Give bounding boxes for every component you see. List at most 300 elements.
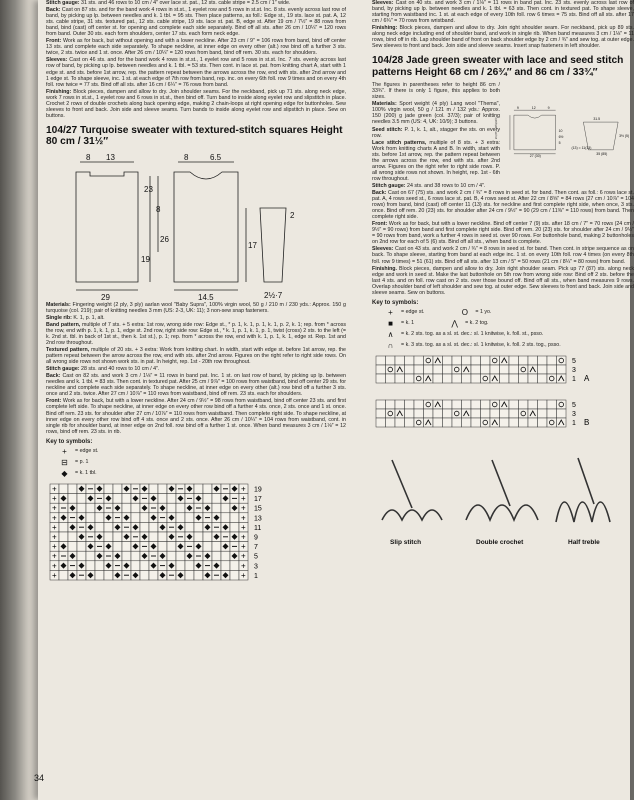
chart-cell (433, 418, 443, 427)
paragraph-text: Work as for back, but with a lower neckline. Bind off center 7 (9) sts. after 18 cm / 7″ = 70 rows (24 cm / 9½″ = 90 rows) from band and first complete right side. Bind off rem. 20 (23) sts. for shoulder after 24 cm / 9½″ = 90 rows from band, work a further 4 rows in seed st. over 90 rows. For buttonhole band, making 2 buttonholes on 2nd row for each of 5 (6) sts. Bind off all sts., when band is complete. (372, 221, 634, 246)
paragraph-heading: Back: (372, 189, 387, 196)
paragraph-heading: Sleeves: (372, 0, 394, 6)
chart-cell (462, 374, 472, 383)
chart-cell (185, 561, 194, 571)
chart-row-number: 5 (572, 401, 576, 409)
chart-cell (519, 409, 529, 418)
chart-row-number: 17 (254, 495, 262, 503)
label-slip-stitch: Slip stitch (390, 538, 422, 546)
key-symbol: O (461, 307, 469, 317)
chart-cell (140, 570, 149, 580)
chart-cell (122, 503, 131, 513)
paragraph-heading: Materials: (372, 101, 397, 108)
instruction-paragraph (46, 366, 346, 372)
chart-cell (490, 409, 500, 418)
chart-cell (158, 493, 167, 503)
chart-cell (77, 541, 86, 551)
chart-cell (528, 418, 538, 427)
paragraph-text: P. 1, k. 1, alt., stagger the sts. on every row. (372, 126, 500, 139)
paragraph-heading: Band pattern, (46, 321, 81, 328)
paragraph-text: multiple of 8 sts. + 3 extra: Work from knitting charts A and B. In width, start with sts. before 1st arrow, rep. the pattern repeat between the arrows across the row, end with sts. after 2nd arrow. Figures on the right refer to right side rows. P. all wrong side rows not shown. In height, rep. 1st - 6th row throughout. (372, 139, 501, 182)
chart-cell (538, 400, 548, 409)
instruction-paragraph (46, 322, 346, 346)
chart-cell (443, 409, 453, 418)
chart-cell (185, 513, 194, 523)
paragraph-heading: Lace stitch patterns, (372, 139, 427, 146)
chart-cell (203, 541, 212, 551)
chart-cell (86, 561, 95, 571)
dim-shoulder: 14.5 (198, 292, 214, 302)
instruction-paragraph (46, 89, 346, 119)
paragraph-text: Work as for back, but with a lower neckline. After 24 cm / 9½″ = 98 rows from waistband, bind off center 23 sts. and first complete left side. To shape neckline, at inner edge on every other row bind off a further 4 sts. once, 2 sts. once and 1 st. once. Bind off rem. 23 sts. for shoulder after 27 cm / 10⅞″ = 110 rows from waistband. Then complete right side. To shape neckline, at inner edge on every other row bind off 4 sts. once and 2 sts. once. After 26 cm / 10¼″ = 104 rows from waistband, cont. in single rib for shoulder band, at inner edge on 2nd foll. row bind off a further 1 st. once. When band measures 3 cm / 1⅛″ = 12 rows, bind off rem. 23 sts. in rib. (46, 398, 346, 435)
chart-edge-symbol: + (52, 513, 57, 523)
dim-neck-b: 6.5 (210, 152, 222, 162)
chart-cell (104, 570, 113, 580)
half-treble-drawing (556, 502, 610, 522)
instruction-paragraph (46, 302, 346, 314)
paragraph-heading: Sleeves: (46, 57, 68, 64)
chart-cell (528, 374, 538, 383)
chart-edge-symbol: + (52, 561, 57, 571)
chart-cell (443, 400, 453, 409)
magazine-page (34, 0, 634, 800)
chart-cell (59, 570, 68, 580)
chart-edge-symbol: + (241, 522, 246, 532)
knitting-chart-textured (46, 480, 286, 584)
chart-cell (462, 400, 472, 409)
slip-stitch-drawing (382, 510, 442, 520)
dim-sleeve-bottom: 2½·7 (264, 290, 283, 300)
chart-cell (443, 356, 453, 365)
chart-edge-symbol: + (241, 570, 246, 580)
paragraph-text: Cast on 40 sts. and work 3 cm / 1⅛″ = 11 rows in band pat. Inc. 23 sts. evenly across last row of band, by picking up lp. between needles and k. 1 tbl. = 63 sts. Then cont. in textured pat. To shape sleeve, starting from waistband inc. 1 st. at each edge of every 10th foll. row 6 times = 75 sts. Bind off all sts. after 17 cm / 6¾″ = 70 rows from wristband. (372, 0, 634, 25)
instruction-paragraph (372, 221, 634, 245)
chart-cell (471, 409, 481, 418)
chart-cell (500, 409, 510, 418)
chart-cell (538, 374, 548, 383)
chart-row-number: 19 (254, 486, 262, 494)
instruction-paragraph (46, 398, 346, 434)
key-title-right: Key to symbols: (372, 299, 419, 306)
paragraph-heading: Front: (46, 38, 62, 45)
chart-cell (95, 513, 104, 523)
chart-cell (221, 513, 230, 523)
chart-cell (452, 409, 462, 418)
chart-cell (481, 356, 491, 365)
chart-cell (203, 484, 212, 494)
chart-cell (509, 356, 519, 365)
dim-top-b: 13 (106, 152, 115, 162)
chart-cell (519, 356, 529, 365)
chart-cell (68, 541, 77, 551)
chart-edge-symbol: + (241, 513, 246, 523)
chart-cell (113, 541, 122, 551)
chart-cell (433, 374, 443, 383)
chart-cell (122, 541, 131, 551)
schematic-104-28 (495, 82, 634, 182)
chart-cell (519, 374, 529, 383)
chart-cell (68, 484, 77, 494)
chart-cell (77, 503, 86, 513)
chart-cell (86, 513, 95, 523)
chart-cell (395, 418, 405, 427)
key-label: = k. 3 sts. tog. as a sl. st. dec.: sl. 1 knitwise, k. foll. 2 sts. tog., psso. (401, 342, 561, 349)
chart-cell (221, 551, 230, 561)
chart-cell (490, 356, 500, 365)
chart-row-number: 5 (254, 553, 258, 561)
key-label: = k. 1 (401, 320, 415, 327)
dim-side-b: 19 (141, 254, 150, 264)
chart-cell (471, 400, 481, 409)
instruction-paragraph (46, 0, 346, 6)
dim-lower: 8 (156, 204, 161, 214)
chart-cell (158, 484, 167, 494)
paragraph-heading: Front: (372, 221, 388, 228)
chart-cell (131, 561, 140, 571)
chart-edge-symbol: + (241, 561, 246, 571)
chart-cell (86, 503, 95, 513)
label-half-treble: Half treble (568, 538, 600, 546)
chart-cell (230, 522, 239, 532)
chart-cell (452, 374, 462, 383)
paragraph-text: Cast on 82 sts. and work 3 cm / 1⅛″ = 11 rows in band pat. Inc. 1 st. on last row of band, by picking up lp. between needles and k. 1 tbl. = 83 sts. Then cont. in textured pat. After 25 cm / 9⅞″ = 100 rows from waistband, bind off center 29 sts. for neckline and complete each side separately. To shape neckline, at inner edge on every other (alt.) row bind off a further 3 sts. once and 2 sts. twice. After 27 cm / 10⅞″ = 110 rows from waistband, bind off rem. 23 sts. each for shoulders. (46, 373, 346, 398)
chart-cell (490, 400, 500, 409)
chart-cell (376, 356, 386, 365)
key-label: = k. 1 tbl. (75, 470, 97, 477)
key-right (372, 308, 634, 350)
chart-cell (452, 356, 462, 365)
key-label: = p. 1 (75, 459, 89, 466)
paragraph-text: K. 1, p. 1, alt. (71, 314, 105, 321)
chart-cell (176, 503, 185, 513)
crochet-illustrations (372, 450, 634, 550)
key-symbol: ■ (388, 318, 393, 328)
chart-cell (203, 493, 212, 503)
chart-cell (452, 418, 462, 427)
pattern-title-104-28: 104/28 Jade green sweater with lace and seed stitch patterns Height 68 cm / 26¾″ and 86 cm / 33¾″ (372, 55, 624, 78)
paragraph-text: Fingering weight (2 ply, 3 ply) aarlan wool "Baby Supra", 100% virgin wool, 50 g / 210 m / 230 yds.: Approx. 150 g turquoise (col. 219); pair of knitting needles 3 mm (US: 2-3, UK: 11); 3 non-sew snap fasteners. (46, 301, 346, 314)
key-symbol: + (388, 307, 393, 317)
chart-cell (519, 365, 529, 374)
knitting-charts-lace (372, 352, 612, 448)
binding-edge (0, 0, 38, 800)
chart-cell (509, 409, 519, 418)
chart-cell (481, 418, 491, 427)
chart-cell (104, 532, 113, 542)
left-column (46, 0, 346, 586)
chart-edge-symbol: + (241, 484, 246, 494)
chart-cell (538, 356, 548, 365)
key-row (386, 319, 634, 328)
chart-cell (113, 532, 122, 542)
chart-cell (509, 374, 519, 383)
chart-cell (557, 356, 567, 365)
chart-cell (230, 513, 239, 523)
chart-cell (509, 400, 519, 409)
key-label: = edge st. (75, 448, 99, 455)
key-symbol: ∧ (387, 329, 394, 339)
chart-cell (481, 365, 491, 374)
paragraph-text: Cast on 46 sts. and for the band work 4 rows in st.st., 1 eyelet row and 5 rows in st.st. Inc. 7 sts. evenly across last row of band, by picking up lp. between needles and k. 1 tbl. = 53 sts. Then cont. in lace st. pat. from knitting chart A, start with 1 edge st. and sts. before 1st arrow, rep. the pattern repeat between the arrows across the row, end with sts. after 2nd arrow and 1 edge st. To shape sleeve, inc. 1 st. at each edge of 7th row from band, rep. inc. on every 6th foll. row 9 times and on every 4th foll. row twice = 77 sts. Bind off all sts. after 16 cm / 6¼″ = 76 rows from band. (46, 57, 346, 88)
chart-cell (462, 418, 472, 427)
key-row (386, 341, 634, 350)
key-symbol: ∩ (387, 340, 394, 350)
paragraph-heading: Back: (46, 373, 61, 380)
chart-cell (376, 365, 386, 374)
chart-row-number: 1 (254, 572, 258, 580)
chart-cell (386, 365, 396, 374)
chart-row-number: 7 (254, 543, 258, 551)
chart-cell (131, 503, 140, 513)
chart-cell (386, 374, 396, 383)
dim-t2: 12 (531, 106, 536, 111)
chart-row-number: 11 (254, 524, 262, 532)
paragraph-heading: Stitch gauge: (46, 0, 80, 6)
chart-edge-symbol: + (52, 484, 57, 494)
chart-cell (230, 570, 239, 580)
schematic-104-27 (46, 152, 346, 302)
chart-label: A (584, 373, 590, 383)
key-label: = 1 yo. (475, 309, 492, 316)
chart-cell (538, 418, 548, 427)
chart-cell (194, 484, 203, 494)
chart-cell (462, 356, 472, 365)
chart-cell (547, 418, 557, 427)
chart-edge-symbol: + (52, 493, 57, 503)
chart-cell (519, 418, 529, 427)
chart-cell (59, 532, 68, 542)
dim-width: 27 (30) (529, 153, 541, 158)
chart-cell (212, 541, 221, 551)
chart-cell (424, 356, 434, 365)
chart-cell (509, 418, 519, 427)
chart-cell (194, 532, 203, 542)
chart-cell (490, 365, 500, 374)
chart-cell (424, 409, 434, 418)
chart-cell (212, 503, 221, 513)
paragraph-text: 24 sts. and 38 rows to 10 cm / 4″. (405, 182, 486, 189)
double-crochet-drawing (466, 505, 538, 520)
chart-cell (167, 493, 176, 503)
paragraph-heading: Front: (46, 398, 62, 405)
chart-row-number: 3 (254, 563, 258, 571)
chart-cell (185, 570, 194, 580)
chart-cell (452, 400, 462, 409)
dim-sleeve-top: 2 (290, 210, 295, 220)
chart-cell (471, 418, 481, 427)
chart-cell (538, 409, 548, 418)
dim-side-a: 26 (160, 234, 169, 244)
instruction-paragraph (46, 57, 346, 87)
chart-cell (547, 356, 557, 365)
chart-cell (414, 365, 424, 374)
key-title-left: Key to symbols: (46, 438, 93, 445)
paragraph-text: Block pieces, dampen and allow to dry. Join right shoulder seam. For neckband, pick up 89 sts. along neck edge including end of shoulder band, and work in single rib. When band measures 3 cm / 1⅛″ = 11 rows, bind off in rib. Lap shoulder band of front on back shoulder edge by 2 cm / ¾″ and sew tog. at outer edge. Sew sleeves to front and back. Join side and sleeve seams. Insert snap fasteners in left shoulder. (372, 25, 634, 50)
instruction-paragraph (372, 266, 634, 296)
key-row (386, 308, 634, 317)
chart-cell (185, 522, 194, 532)
dim-s1: 10 (558, 129, 563, 134)
chart-cell (557, 365, 567, 374)
dim-sleeve-height: 17 (248, 240, 257, 250)
paragraph-text: multiple of 20 sts. + 3 extra: Work from knitting chart. In width, start with edge st. before 1st arrow, rep. the pattern repeat between the arrow across the row, end with sts. after 2nd arrow. Figures on the right refer to right side rows. On all wrong side rows not shown work sts. in pat. In height, rep. 1st - 20th row throughout. (46, 347, 347, 366)
chart-cell (77, 493, 86, 503)
paragraph-heading: Finishing: (46, 88, 72, 95)
key-symbol: ⊟ (61, 457, 68, 467)
chart-cell (405, 418, 415, 427)
right-column (372, 0, 634, 552)
chart-cell (140, 561, 149, 571)
paragraph-text: Cast on 67 (75) sts. and work 2 cm / ¾″ = 8 rows in seed st. for band. Then cont. as foll.: 6 rows lace st. pat. A, 4 rows seed st., 6 rows lace st. pat. B, 4 rows seed st. After 22 cm / 8⅝″ = 84 rows (27 cm / 10⅞″ = 104 rows) from band, bind (cast) off center 11 (13) sts. for neckline and first complete right side, when once, 3 sts. once. Bind off rem. 20 (23) sts. for shoulder after 24 cm / 9½″ = 90 (29 cm / 11⅜″ = 110 rows) from band. Then complete right side. (372, 189, 634, 221)
chart-cell (405, 409, 415, 418)
chart-cell (519, 400, 529, 409)
key-row (60, 458, 346, 467)
instruction-paragraph (46, 7, 346, 37)
dim-height: 24 (37) = 10½(12½) (495, 117, 499, 140)
instruction-paragraph (372, 246, 634, 264)
chart-cell (481, 374, 491, 383)
paragraph-heading: Back: (46, 7, 61, 14)
chart-cell (68, 493, 77, 503)
chart-cell (140, 513, 149, 523)
chart-cell (95, 561, 104, 571)
chart-edge-symbol: + (241, 541, 246, 551)
chart-cell (547, 365, 557, 374)
paragraph-text: multiple of 7 sts. + 5 extra: 1st row, wrong side row: Edge st., * p. 1, k. 1, p. 1, k. 1, p. 2, k. 1; rep. from * across the row, end with p. 1, k. 1, p. 1, edge st. 2nd row, right side row: Edge st., * k. 1, p. 1, k. 1, p. 1, twist (cross) 2 sts. to the left (= k. 2nd st. tbl. in back of 1st st., then k. 1st st.), p. 1; rep. from * across the row, end with k. 1, p. 1, k. 1, edge st. Rep. 1st and 2nd row throughout. (46, 321, 346, 346)
paragraph-text: Block pieces, dampen and allow to dry. Join shoulder seams. For the neckband, pick up 71 sts. along neck edge, work 7 rows in st.st., 1 eyelet row and 6 rows in st.st., then bind off. Turn band to inside along eyelet row and slipstitch in place. Crochet 2 rows of double crochets along back opening edge, making 2 chain-loops at right opening edge for buttonholes. Sew sleeves to front and back. Join side and sleeve seams. Turn bands to inside along eyelet row and slipstitch in place. Sew on buttons. (46, 88, 346, 119)
chart-cell (131, 513, 140, 523)
paragraph-heading: Stitch gauge: (372, 182, 406, 189)
chart-row-number: 3 (572, 410, 576, 418)
chart-cell (471, 374, 481, 383)
paragraph-text: Sport weight (4 ply) Lang wool "Thema", 100% virgin wool, 50 g / 121 m / 132 yds.: Approx. 150 (200) g jade green (col. 37/3); pair of knitting needles 3.5 mm (US: 4, UK: 10/9); 3 buttons. (372, 101, 500, 126)
paragraph-heading: Sleeves: (372, 246, 394, 253)
chart-cell (176, 551, 185, 561)
chart-cell (414, 400, 424, 409)
chart-edge-symbol: + (52, 570, 57, 580)
chart-edge-symbol: + (241, 532, 246, 542)
chart-edge-symbol: + (241, 503, 246, 513)
label-double-crochet: Double crochet (476, 538, 524, 546)
chart-cell (471, 356, 481, 365)
chart-row-number: 1 (572, 419, 576, 427)
key-row (60, 447, 346, 456)
key-row (60, 469, 346, 478)
chart-cell (452, 365, 462, 374)
chart-cell (376, 374, 386, 383)
chart-cell (414, 356, 424, 365)
instruction-paragraph (46, 347, 346, 365)
chart-cell (376, 409, 386, 418)
paragraph-text: 31 sts. and 46 rows to 10 cm / 4″ over lace st. pat., 12 sts. cable stripe = 2.5 cm / 1″ wide. (79, 0, 291, 6)
instruction-paragraph (46, 315, 346, 321)
chart-cell (104, 522, 113, 532)
paragraph-text: Work as for back, but without opening and with a lower neckline. After 23 cm / 9″ = 106 rows from band, bind off center 13 sts. and complete each side separately. To shape neckline, at inner edge on every other (alt.) row bind off a further 3 sts. twice, 2 sts. twice and 1 st. once. After 26 cm / 10¼″ = 120 rows from band, bind off rem. 30 sts. each for shoulders. (46, 38, 346, 57)
chart-cell (481, 409, 491, 418)
dim-s3: 5 (558, 141, 561, 146)
dim-body-width: 29 (101, 292, 110, 302)
chart-row-number: 1 (572, 375, 576, 383)
chart-cell (509, 365, 519, 374)
instruction-paragraph (372, 190, 634, 220)
chart-label: B (584, 417, 590, 427)
chart-cell (140, 522, 149, 532)
paragraph-heading: Finishing: (372, 25, 398, 32)
key-symbol: ⋀ (451, 318, 458, 328)
paragraph-heading: Textured pattern, (46, 347, 90, 354)
instruction-paragraph (372, 183, 634, 189)
chart-edge-symbol: + (241, 551, 246, 561)
dim-neck-a: 8 (184, 152, 189, 162)
chart-edge-symbol: + (241, 493, 246, 503)
paragraph-text: The figures in parentheses refer to height 86 cm / 33¾″. If there is only 1 figure, this applies to both sizes. (372, 82, 500, 101)
chart-row-number: 13 (254, 515, 262, 523)
page-number: 34 (34, 773, 45, 783)
chart-cell (221, 503, 230, 513)
chart-cell (131, 551, 140, 561)
chart-cell (212, 551, 221, 561)
paragraph-heading: Finishing. (372, 265, 398, 272)
chart-cell (122, 551, 131, 561)
paragraph-text: Cast on 87 sts. and for the band work 4 rows in st.st., 1 eyelet row and 5 rows in st.st. Inc. 8 sts. evenly across last row of band, by picking up lp. between needles and k. 1 tbl. = 95 sts. Then place patterns, as foll.: Edge st., 19 sts. lace st. pat. A, 12 sts. cable stripe, 31 sts. textured pat., 12 sts. cable stripe, 19 sts. lace st. pat. B, edge st. After 19 cm / 7½″ = 88 rows from band, bind (cast) off center st. for opening and complete each side separately. Bind off all sts. after 26 cm / 10¼″ = 120 rows from band. Outer 30 sts. each form shoulders, center 17 sts. each form neck edge. (46, 7, 347, 38)
chart-cell (386, 418, 396, 427)
chart-cell (122, 493, 131, 503)
chart-cell (538, 365, 548, 374)
chart-cell (386, 356, 396, 365)
chart-cell (212, 493, 221, 503)
chart-cell (95, 522, 104, 532)
chart-cell (149, 570, 158, 580)
chart-cell (471, 365, 481, 374)
chart-cell (395, 400, 405, 409)
chart-cell (528, 400, 538, 409)
key-symbol: ◆ (61, 468, 68, 478)
dim-sleeve: 3½ (5) (619, 134, 630, 139)
paragraph-text: 28 sts. and 40 rows to 10 cm / 4″. (79, 366, 160, 373)
chart-cell (500, 374, 510, 383)
pattern-title-104-27: 104/27 Turquoise sweater with textured-stitch squares Height 80 cm / 31½″ (46, 124, 343, 148)
chart-cell (176, 513, 185, 523)
chart-cell (481, 400, 491, 409)
chart-cell (221, 561, 230, 571)
chart-cell (167, 551, 176, 561)
chart-cell (395, 356, 405, 365)
paragraph-text: Cast on 43 sts. and work 2 cm / ¾″ = 8 rows in seed st. for band. Then cont. in stripe sequence as on back. To shape sleeve, starting from band at each edge inc. 1 st. on every 10th foll. row 4 times (on every 8th foll. row 9 times) = 51 (61) sts. Bind off all sts. after 13 cm / 5″ = 50 rows (21 cm / 8¼″ = 80 rows) from band. (372, 246, 634, 265)
chart-cell (376, 418, 386, 427)
chart-cell (547, 374, 557, 383)
chart-cell (395, 374, 405, 383)
dim-s2: 6½ (558, 135, 564, 140)
key-row (386, 330, 634, 339)
chart-cell (176, 561, 185, 571)
chart-cell (443, 418, 453, 427)
dim-sleeve-w: 31.5 (593, 117, 601, 122)
chart-cell (500, 418, 510, 427)
chart-cell (194, 522, 203, 532)
chart-cell (547, 400, 557, 409)
chart-edge-symbol: + (52, 551, 57, 561)
chart-cell (443, 374, 453, 383)
key-left (46, 447, 346, 478)
chart-cell (405, 374, 415, 383)
chart-cell (149, 522, 158, 532)
chart-cell (500, 365, 510, 374)
dim-cuff: 35 (85) (596, 152, 608, 157)
chart-cell (528, 356, 538, 365)
chart-cell (59, 522, 68, 532)
chart-cell (194, 570, 203, 580)
chart-cell (59, 484, 68, 494)
